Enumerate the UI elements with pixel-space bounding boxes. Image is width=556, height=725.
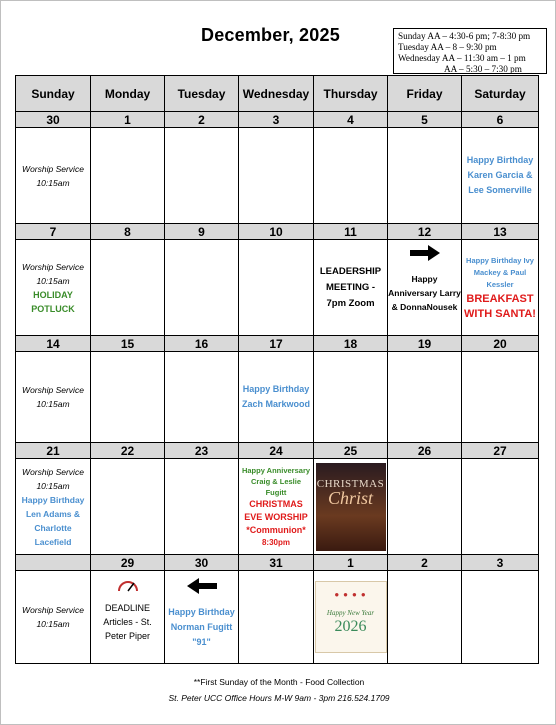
day-name-tuesday: Tuesday	[165, 76, 239, 112]
date-cell: 29	[91, 555, 165, 571]
date-cell: 1	[314, 555, 388, 571]
day-cell	[91, 352, 165, 443]
day-name-thursday: Thursday	[314, 76, 388, 112]
food-collection-note: **First Sunday of the Month - Food Collection	[193, 677, 365, 687]
date-cell: 3	[462, 555, 539, 571]
date-cell: 10	[239, 224, 314, 240]
date-cell: 27	[462, 443, 539, 459]
anniversary-text: & DonnaNousek	[391, 302, 458, 312]
day-cell	[239, 352, 314, 443]
worship-service-time: 10:15am	[36, 399, 70, 409]
birthday-text: Mackey & Paul	[473, 267, 527, 277]
day-cell	[91, 240, 165, 336]
date-cell: 9	[165, 224, 239, 240]
anniversary-text: Happy	[411, 274, 438, 284]
date-cell: 8	[91, 224, 165, 240]
day-cell	[314, 459, 388, 555]
worship-service-label: Worship Service	[22, 163, 84, 174]
day-cell	[165, 571, 239, 664]
day-cell	[462, 128, 539, 224]
birthday-text: Norman Fugitt	[170, 622, 233, 632]
day-cell	[314, 571, 388, 664]
birthday-text: Karen Garcia &	[467, 170, 533, 180]
day-name-wednesday: Wednesday	[239, 76, 314, 112]
week-5-dates	[16, 555, 539, 571]
christmas-eve-text: *Communion*	[246, 524, 306, 535]
day-cell	[239, 240, 314, 336]
office-hours-note: St. Peter UCC Office Hours M-W 9am - 3pm 216.524.1709	[168, 693, 390, 703]
date-cell: 26	[388, 443, 462, 459]
week-4-dates	[16, 443, 539, 459]
birthday-text: Happy Birthday	[242, 384, 310, 394]
breakfast-santa-text: BREAKFAST	[466, 292, 534, 305]
week-1-dates	[16, 112, 539, 128]
worship-service-time: 10:15am	[36, 619, 70, 629]
date-cell: 5	[388, 112, 462, 128]
holiday-potluck-text: HOLIDAY	[33, 289, 73, 300]
day-cell	[16, 571, 91, 664]
deadline-text: DEADLINE	[104, 603, 150, 613]
birthday-text: Lee Somerville	[468, 185, 532, 195]
day-cell	[16, 352, 91, 443]
day-cell	[239, 128, 314, 224]
date-cell: 15	[91, 336, 165, 352]
worship-service-label: Worship Service	[22, 385, 84, 395]
arrow-left-icon	[185, 577, 219, 595]
date-cell: 1	[91, 112, 165, 128]
day-cell	[165, 352, 239, 443]
day-cell	[91, 459, 165, 555]
aa-schedule-line: Sunday AA – 4:30-6 pm; 7-8:30 pm	[398, 31, 531, 41]
week-1-events	[16, 128, 539, 224]
date-cell	[16, 555, 91, 571]
worship-service-label: Worship Service	[22, 261, 84, 272]
date-cell: 20	[462, 336, 539, 352]
worship-service-time: 10:15am	[36, 275, 70, 286]
day-cell	[91, 128, 165, 224]
birthday-text: Lacefield	[34, 536, 72, 547]
date-cell: 23	[165, 443, 239, 459]
date-cell: 7	[16, 224, 91, 240]
birthday-text: Happy Birthday	[21, 494, 85, 505]
date-cell: 4	[314, 112, 388, 128]
birthday-text: Happy Birthday	[466, 155, 534, 165]
arrow-right-icon	[408, 244, 442, 262]
week-5-events	[16, 571, 539, 664]
deadline-text: Articles - St.	[103, 617, 152, 627]
birthday-text: Kessler	[486, 279, 514, 289]
birthday-text: Len Adams &	[25, 508, 80, 519]
worship-service-time: 10:15am	[36, 177, 70, 188]
christmas-eve-text: 8:30pm	[261, 537, 290, 547]
week-3-dates	[16, 336, 539, 352]
birthday-text: Happy Birthday	[168, 607, 235, 617]
date-cell: 19	[388, 336, 462, 352]
day-cell	[314, 128, 388, 224]
day-cell	[165, 240, 239, 336]
date-cell: 13	[462, 224, 539, 240]
day-name-monday: Monday	[91, 76, 165, 112]
day-cell	[462, 352, 539, 443]
christmas-image-text: CHRISTMAS	[316, 477, 385, 490]
day-cell	[388, 128, 462, 224]
leadership-meeting-text: MEETING -	[325, 281, 376, 293]
day-cell	[314, 352, 388, 443]
day-name-sunday: Sunday	[16, 76, 91, 112]
day-cell	[462, 571, 539, 664]
new-year-image	[315, 581, 387, 653]
aa-schedule-line: Wednesday AA – 11:30 am – 1 pm	[398, 53, 526, 63]
christmas-image-text: Christ	[327, 487, 374, 508]
worship-service-time: 10:15am	[36, 480, 70, 491]
date-cell: 21	[16, 443, 91, 459]
day-cell	[388, 352, 462, 443]
date-cell: 14	[16, 336, 91, 352]
birthday-text: "91"	[192, 637, 211, 647]
day-cell	[388, 571, 462, 664]
new-year-image-year: 2026	[334, 618, 367, 635]
leadership-meeting-text: 7pm Zoom	[326, 297, 375, 309]
day-cell	[16, 128, 91, 224]
day-cell	[314, 240, 388, 336]
date-cell: 2	[165, 112, 239, 128]
date-cell: 31	[239, 555, 314, 571]
date-cell: 25	[314, 443, 388, 459]
date-cell: 30	[16, 112, 91, 128]
new-year-image-text: Happy New Year	[326, 609, 375, 617]
date-cell: 6	[462, 112, 539, 128]
deadline-text: Peter Piper	[104, 631, 151, 641]
day-cell	[239, 571, 314, 664]
date-cell: 3	[239, 112, 314, 128]
anniversary-text: Anniversary Larry	[388, 288, 461, 298]
aa-schedule-line: Tuesday AA – 8 – 9:30 pm	[398, 42, 497, 52]
anniversary-text: Happy Anniversary	[241, 465, 311, 475]
day-cell	[91, 571, 165, 664]
week-4-events	[16, 459, 539, 555]
christmas-eve-text: CHRISTMAS	[249, 498, 303, 509]
date-cell: 2	[388, 555, 462, 571]
date-cell: 12	[388, 224, 462, 240]
date-cell: 16	[165, 336, 239, 352]
anniversary-text: Fugitt	[265, 487, 287, 497]
christmas-eve-text: EVE WORSHIP	[244, 511, 308, 522]
day-cell	[462, 240, 539, 336]
date-cell: 18	[314, 336, 388, 352]
day-names-row	[16, 76, 539, 112]
christmas-image	[316, 463, 386, 551]
breakfast-santa-text: WITH SANTA!	[464, 307, 536, 320]
date-cell: 11	[314, 224, 388, 240]
day-cell	[16, 240, 91, 336]
day-cell	[239, 459, 314, 555]
birthday-text: Zach Markwood	[241, 399, 310, 409]
ornaments-icon: ● ● ● ●	[334, 590, 367, 599]
holiday-potluck-text: POTLUCK	[31, 303, 75, 314]
calendar-grid	[15, 75, 539, 664]
leadership-meeting-text: LEADERSHIP	[319, 265, 382, 277]
day-name-saturday: Saturday	[462, 76, 539, 112]
worship-service-label: Worship Service	[22, 605, 84, 615]
date-cell: 22	[91, 443, 165, 459]
week-2-events	[16, 240, 539, 336]
day-name-friday: Friday	[388, 76, 462, 112]
day-cell	[165, 128, 239, 224]
birthday-text: Charlotte	[34, 522, 72, 533]
date-cell: 24	[239, 443, 314, 459]
day-cell	[165, 459, 239, 555]
deadline-gauge-icon	[117, 577, 139, 595]
week-3-events	[16, 352, 539, 443]
day-cell	[388, 240, 462, 336]
birthday-text: Happy Birthday Ivy	[466, 255, 534, 265]
date-cell: 17	[239, 336, 314, 352]
aa-schedule-line: AA – 5:30 – 7:30 pm	[444, 64, 522, 74]
day-cell	[462, 459, 539, 555]
day-cell	[16, 459, 91, 555]
week-2-dates	[16, 224, 539, 240]
day-cell	[388, 459, 462, 555]
worship-service-label: Worship Service	[22, 466, 84, 477]
date-cell: 30	[165, 555, 239, 571]
aa-schedule-box	[393, 28, 547, 74]
page-title: December, 2025	[201, 25, 340, 45]
anniversary-text: Craig & Leslie	[250, 476, 302, 486]
